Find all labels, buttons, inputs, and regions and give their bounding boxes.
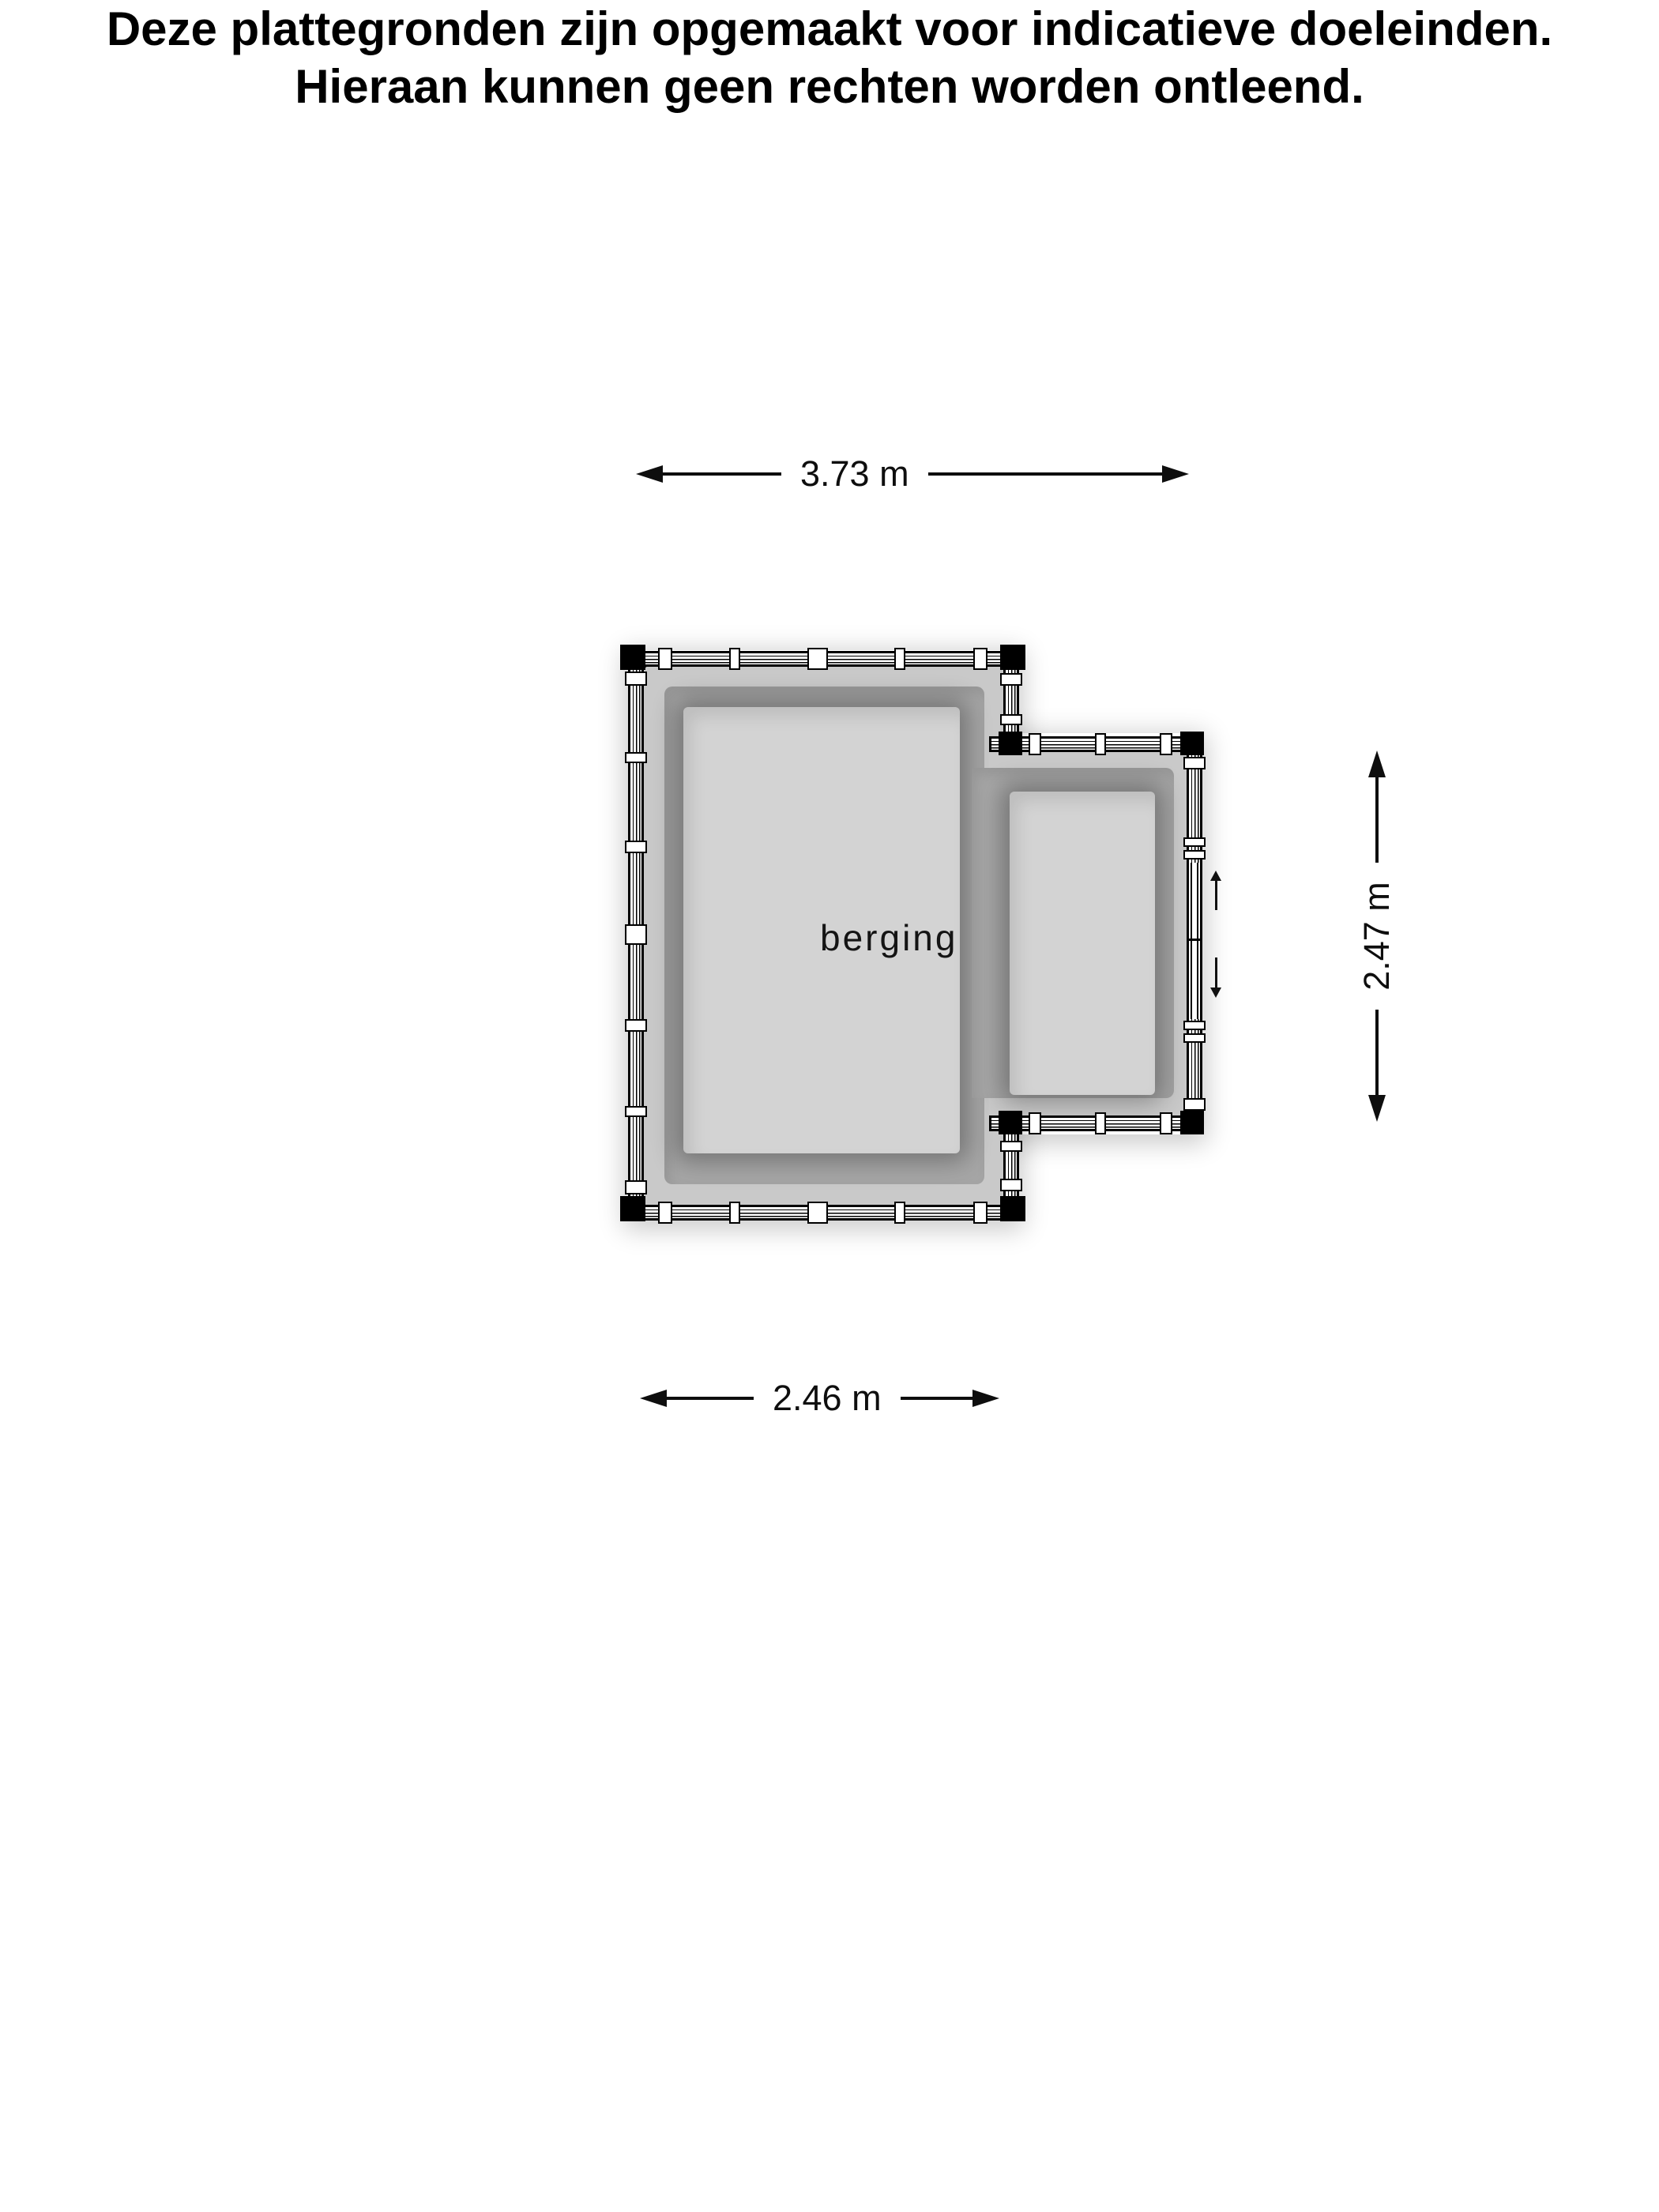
window-mullion (729, 648, 740, 670)
window-mullion (658, 648, 672, 670)
window-mullion (1000, 1179, 1022, 1191)
dimension-bottom-label: 2.46 m (773, 1378, 882, 1418)
corner-post (999, 1111, 1022, 1134)
window-mullion (625, 1180, 647, 1194)
window-mullion (1183, 757, 1206, 769)
disclaimer (0, 0, 1659, 115)
dimension-top (636, 453, 1189, 494)
door-slide-up-arrow-icon (1210, 880, 1221, 920)
door-slide-down-arrow-icon (1210, 957, 1221, 997)
window-mullion (1095, 1112, 1106, 1134)
window-mullion (658, 1202, 672, 1224)
window-mullion (894, 648, 905, 670)
window-mullion (1183, 1021, 1206, 1030)
dimension-right (1356, 750, 1397, 1122)
window-mullion (894, 1202, 905, 1224)
window-mullion (1183, 850, 1206, 860)
dimension-line (928, 472, 1162, 476)
arrow-up-icon (1368, 750, 1386, 777)
window-mullion (1029, 1112, 1041, 1134)
window-mullion (807, 648, 828, 670)
corner-post (1000, 1196, 1025, 1221)
window-mullion (1160, 1112, 1172, 1134)
disclaimer-line-2: Hieraan kunnen geen rechten worden ontleend. (295, 60, 1364, 113)
window-mullion (1000, 1141, 1022, 1152)
window-mullion (1183, 1033, 1206, 1043)
corner-post (1180, 1111, 1204, 1134)
dimension-line (663, 472, 781, 476)
corner-post (1180, 732, 1204, 755)
window-mullion (1000, 673, 1022, 686)
window-mullion (1160, 733, 1172, 755)
sliding-door-handle (1189, 939, 1200, 941)
window-mullion (1183, 837, 1206, 847)
window-mullion (1000, 714, 1022, 725)
dimension-line (1375, 1010, 1379, 1095)
arrow-right-icon (1162, 465, 1189, 483)
window-mullion (973, 1202, 988, 1224)
window-mullion (973, 648, 988, 670)
dimension-line (901, 1397, 972, 1400)
corner-post (620, 1196, 645, 1221)
window-mullion (625, 752, 647, 763)
corner-post (620, 645, 645, 670)
dimension-line (1375, 777, 1379, 863)
window-mullion (625, 1019, 647, 1032)
dimension-top-label: 3.73 m (800, 453, 909, 494)
arrow-left-icon (636, 465, 663, 483)
annex-floor (1010, 792, 1155, 1095)
window-mullion (807, 1202, 828, 1224)
sliding-door (1189, 863, 1200, 1019)
window-mullion (625, 1106, 647, 1117)
corner-post (1000, 645, 1025, 670)
dimension-right-label: 2.47 m (1356, 882, 1397, 991)
corner-post (999, 732, 1022, 755)
dimension-bottom (640, 1378, 999, 1418)
room-label: berging (820, 917, 958, 958)
window-mullion (1029, 733, 1041, 755)
window-mullion (625, 924, 647, 945)
arrow-down-icon (1368, 1095, 1386, 1122)
window-mullion (729, 1202, 740, 1224)
dimension-line (667, 1397, 754, 1400)
window-mullion (625, 672, 647, 686)
window-mullion (1183, 1098, 1206, 1111)
arrow-right-icon (972, 1390, 999, 1407)
window-mullion (1095, 733, 1106, 755)
arrow-left-icon (640, 1390, 667, 1407)
disclaimer-line-1: Deze plattegronden zijn opgemaakt voor indicatieve doeleinden. (106, 2, 1553, 55)
window-mullion (625, 841, 647, 853)
